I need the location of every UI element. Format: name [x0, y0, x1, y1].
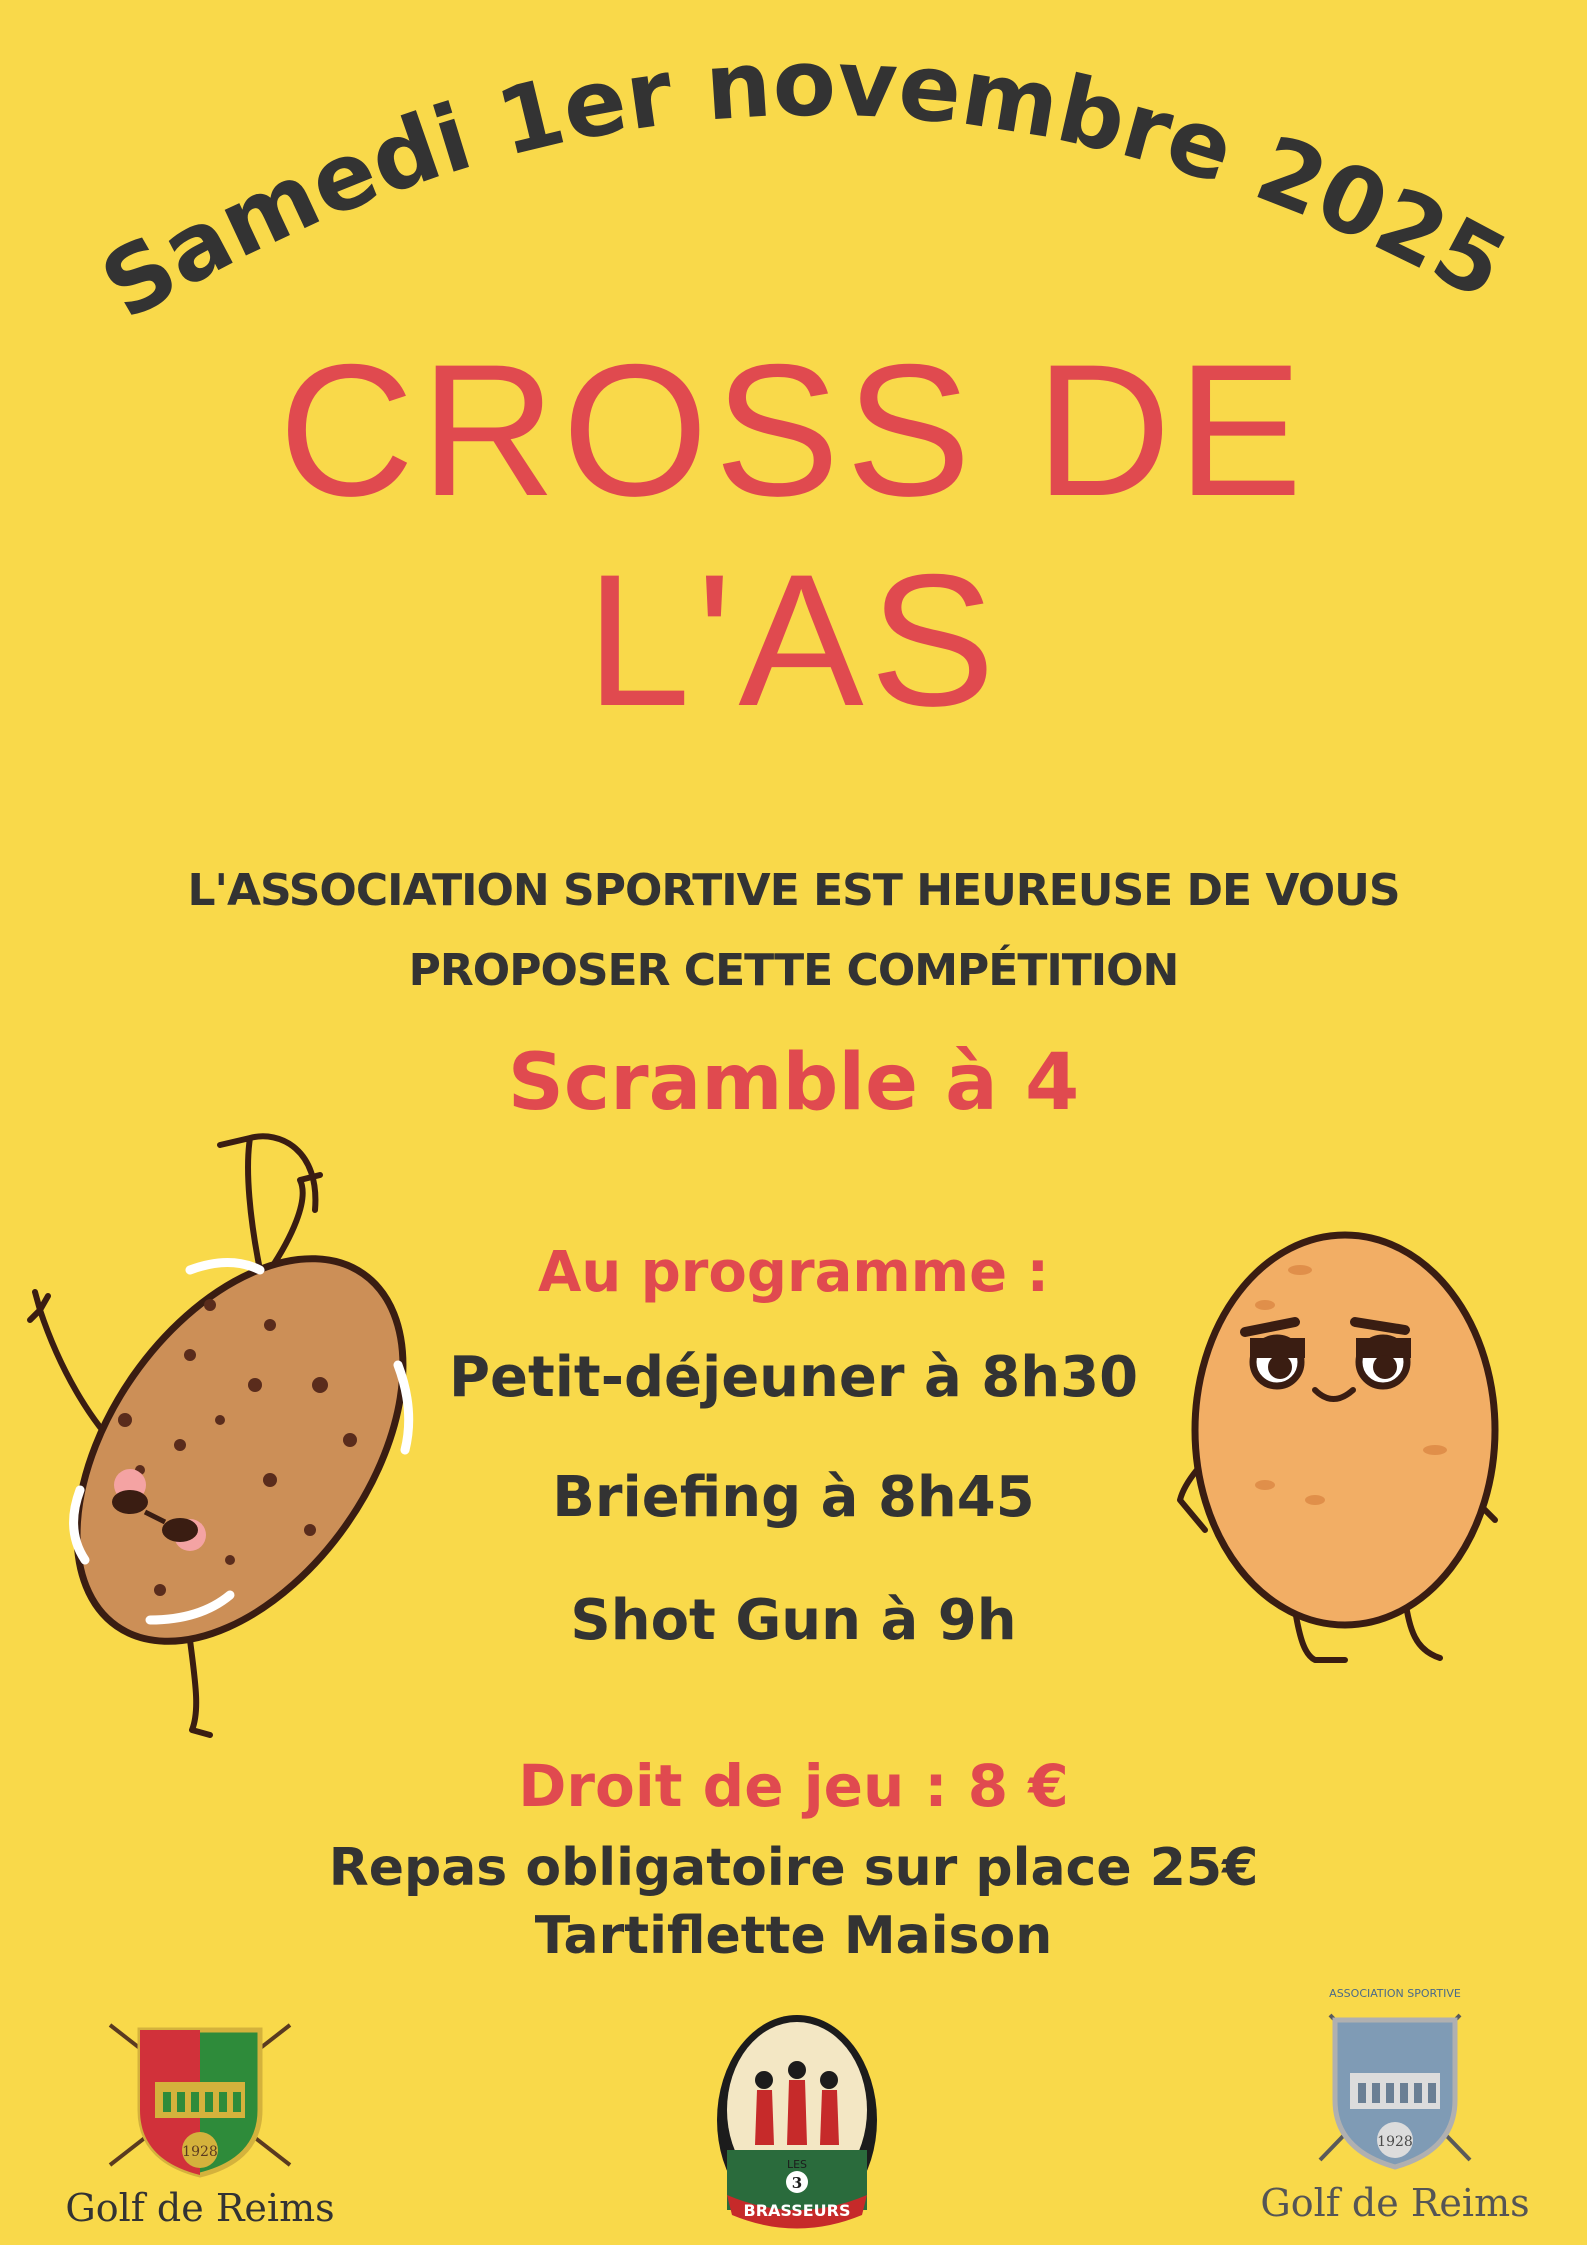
fee-text: Droit de jeu : 8 € — [518, 1752, 1069, 1820]
schedule-item: Shot Gun à 9h — [570, 1588, 1017, 1653]
logo-year: 1928 — [1377, 2134, 1413, 2150]
schedule-item: Briefing à 8h45 — [552, 1465, 1035, 1530]
meal-line1: Repas obligatoire sur place 25€ — [328, 1838, 1259, 1898]
dancing-potato-illustration — [20, 1120, 440, 1760]
event-title-line1: CROSS DE — [278, 325, 1309, 535]
intro-line1: L'ASSOCIATION SPORTIVE EST HEUREUSE DE VOUS — [187, 865, 1400, 916]
date-text: Samedi 1er novembre 2025 — [84, 29, 1523, 341]
schedule-item: Petit-déjeuner à 8h30 — [448, 1345, 1139, 1410]
date-banner — [0, 0, 1587, 360]
logo-text: Golf de Reims — [1260, 2181, 1530, 2225]
logo-top-text: ASSOCIATION SPORTIVE — [1329, 1987, 1461, 2000]
logo-bottom-text: BRASSEURS — [743, 2201, 851, 2220]
logo-year: 1928 — [182, 2144, 218, 2160]
format-heading: Scramble à 4 — [507, 1038, 1080, 1128]
program-heading: Au programme : — [538, 1240, 1049, 1305]
logo-number: 3 — [791, 2174, 803, 2192]
svg-text:Samedi 1er novembre 2025 — [84, 30, 1523, 341]
shield-icon — [55, 2010, 345, 2180]
association-sportive-logo — [1250, 1985, 1540, 2230]
event-title-line2: L'AS — [585, 535, 1002, 745]
shield-icon — [1250, 1985, 1540, 2175]
logo-text: Golf de Reims — [65, 2186, 335, 2230]
intro-line2: PROPOSER CETTE COMPÉTITION — [408, 945, 1179, 996]
smug-potato-illustration — [1165, 1200, 1525, 1670]
logo-top-text: LES — [786, 2158, 808, 2171]
meal-line2: Tartiflette Maison — [534, 1906, 1053, 1966]
les-3-brasseurs-logo — [712, 2010, 882, 2230]
golf-de-reims-logo — [55, 2010, 345, 2230]
